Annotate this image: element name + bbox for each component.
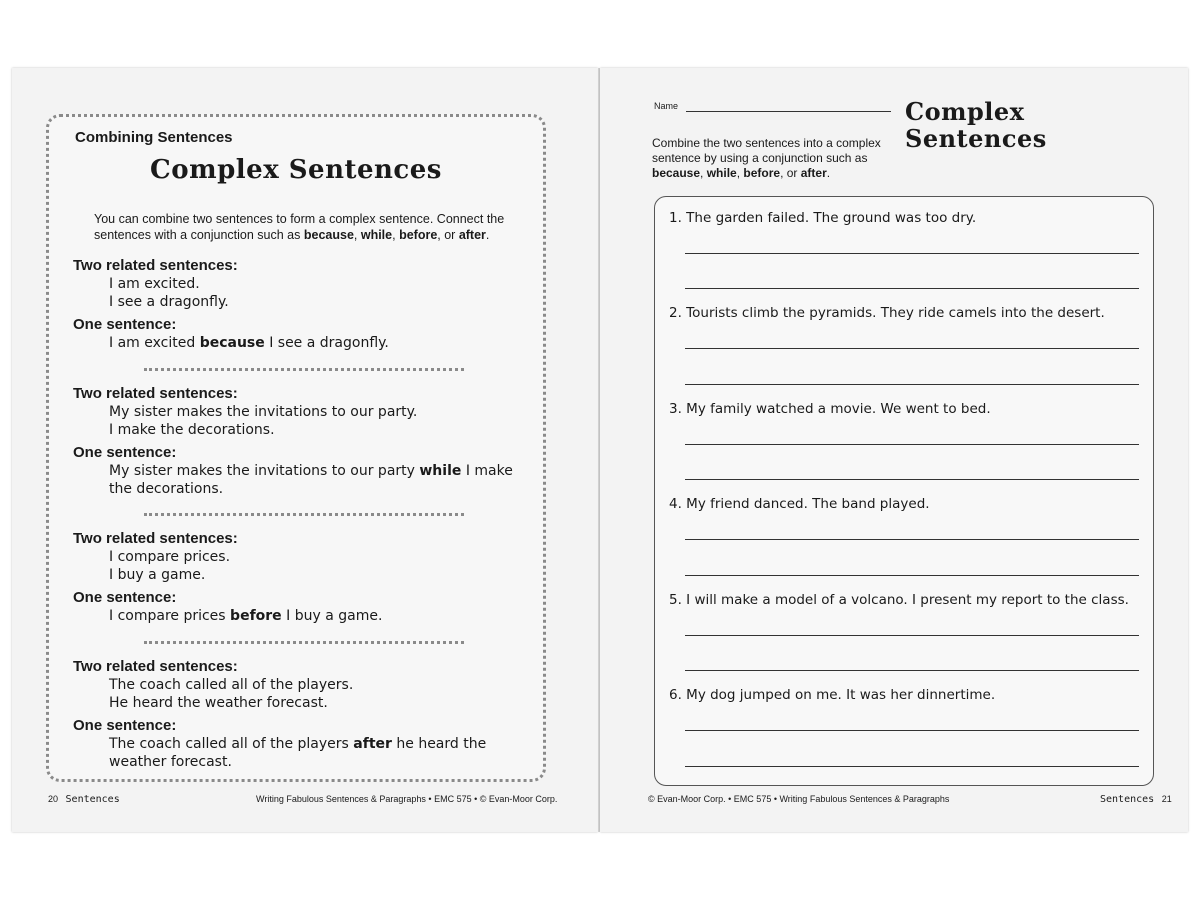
combined-sentence-cont: weather forecast. — [109, 754, 232, 770]
answer-line — [685, 348, 1139, 349]
topic-heading: Combining Sentences — [75, 129, 233, 146]
answer-line — [685, 479, 1139, 480]
intro-text: You can combine two sentences to form a complex sentence. Connect the sentences with a conjunction such as because, while, before, or after. — [94, 212, 505, 242]
one-sentence-label: One sentence: — [73, 316, 177, 333]
right-footer-credit: © Evan-Moor Corp. • EMC 575 • Writing Fabulous Sentences & Paragraphs — [648, 794, 950, 804]
answer-line — [685, 444, 1139, 445]
combined-sentence: I compare prices before I buy a game. — [109, 608, 383, 624]
answer-line — [685, 575, 1139, 576]
related-label: Two related sentences: — [73, 385, 238, 402]
title-line-1: Complex — [905, 97, 1025, 126]
related-sentence: I make the decorations. — [109, 422, 275, 438]
example-2 — [73, 385, 523, 498]
left-footer-credit: Writing Fabulous Sentences & Paragraphs • EMC 575 • © Evan-Moor Corp. — [256, 794, 558, 804]
related-label: Two related sentences: — [73, 658, 238, 675]
one-sentence-label: One sentence: — [73, 589, 177, 606]
related-sentence: I see a dragonfly. — [109, 294, 229, 310]
related-sentence: I compare prices. — [109, 549, 231, 565]
exercise-item — [669, 209, 1139, 227]
answer-line — [685, 766, 1139, 767]
related-sentence: I buy a game. — [109, 567, 206, 583]
example-4 — [73, 658, 523, 771]
answer-line — [685, 635, 1139, 636]
related-sentence: The coach called all of the players. — [109, 677, 354, 693]
exercise-prompt: 1. The garden failed. The ground was too dry. — [669, 210, 977, 226]
related-sentence: I am excited. — [109, 276, 200, 292]
exercise-item — [669, 686, 1139, 704]
worksheet-box — [654, 196, 1154, 786]
book-spread — [12, 68, 1188, 832]
lesson-title: Complex Sentences — [150, 155, 442, 185]
related-label: Two related sentences: — [73, 257, 238, 274]
exercise-item — [669, 591, 1139, 609]
answer-line — [685, 539, 1139, 540]
answer-line — [685, 730, 1139, 731]
related-sentence: He heard the weather forecast. — [109, 695, 328, 711]
title-line-2: Sentences — [905, 124, 1047, 153]
section-name: Sentences — [1100, 794, 1155, 805]
answer-line — [685, 384, 1139, 385]
answer-line — [685, 288, 1139, 289]
dotted-divider — [144, 513, 464, 516]
related-sentence: My sister makes the invitations to our party. — [109, 404, 418, 420]
exercise-item — [669, 400, 1139, 418]
example-1 — [73, 257, 523, 352]
lesson-box — [46, 114, 546, 782]
combined-sentence-cont: the decorations. — [109, 481, 224, 497]
page-number: 21 — [1161, 794, 1172, 804]
combined-sentence: The coach called all of the players after he heard the — [109, 736, 487, 752]
answer-line — [685, 253, 1139, 254]
left-footer-page — [48, 794, 120, 805]
exercise-prompt: 5. I will make a model of a volcano. I present my report to the class. — [669, 592, 1129, 608]
exercise-prompt: 6. My dog jumped on me. It was her dinnertime. — [669, 687, 996, 703]
combined-sentence: I am excited because I see a dragonfly. — [109, 335, 389, 351]
right-page — [600, 68, 1188, 832]
exercise-item — [669, 304, 1139, 322]
combined-sentence: My sister makes the invitations to our party while I make — [109, 463, 513, 479]
name-label: Name — [654, 101, 679, 111]
right-footer-page — [1100, 794, 1172, 805]
dotted-divider — [144, 641, 464, 644]
left-page — [12, 68, 598, 832]
exercise-item — [669, 495, 1139, 513]
answer-line — [685, 670, 1139, 671]
page-number: 20 — [48, 794, 59, 804]
dotted-divider — [144, 368, 464, 371]
exercise-prompt: 3. My family watched a movie. We went to bed. — [669, 401, 991, 417]
example-3 — [73, 530, 523, 625]
one-sentence-label: One sentence: — [73, 444, 177, 461]
section-name: Sentences — [65, 794, 120, 805]
related-label: Two related sentences: — [73, 530, 238, 547]
exercise-prompt: 2. Tourists climb the pyramids. They ride camels into the desert. — [669, 305, 1105, 321]
name-line — [686, 111, 891, 112]
instructions: Combine the two sentences into a complex sentence by using a conjunction such as because, while, before, or after. — [652, 136, 881, 180]
one-sentence-label: One sentence: — [73, 717, 177, 734]
exercise-prompt: 4. My friend danced. The band played. — [669, 496, 930, 512]
worksheet-title — [905, 98, 1047, 152]
